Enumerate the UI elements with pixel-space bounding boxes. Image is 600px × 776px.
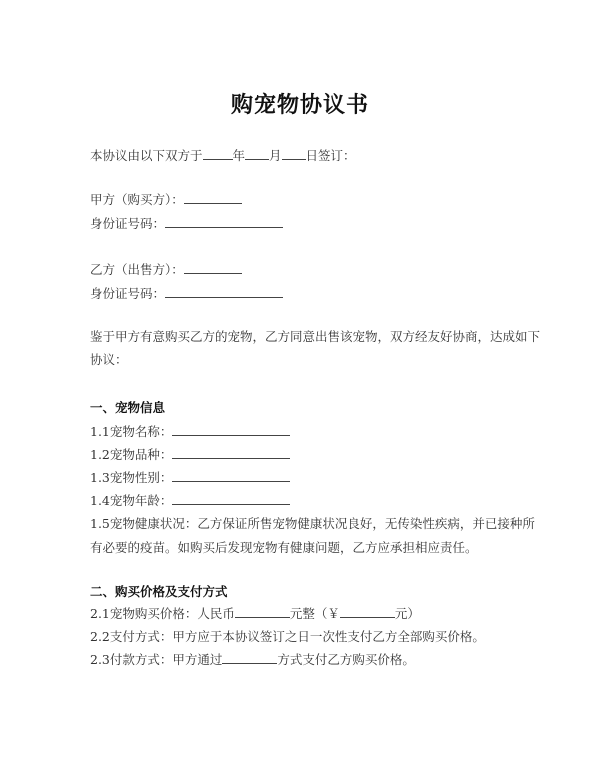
party-a-id-line: [90, 216, 283, 232]
intro-prefix: 本协议由以下双方于: [90, 148, 203, 163]
price-number-blank[interactable]: [340, 606, 395, 618]
preamble-line-1: 鉴于甲方有意购买乙方的宠物，乙方同意出售该宠物，双方经友好协商，达成如下: [90, 329, 541, 344]
preamble-line-2: 协议：: [90, 352, 128, 367]
pet-gender-line: [90, 470, 290, 486]
price-mid: 元整（￥: [289, 606, 340, 621]
pet-age-label: 1.4宠物年龄：: [90, 493, 173, 508]
pet-name-line: [90, 424, 290, 440]
pet-name-blank[interactable]: [172, 424, 290, 436]
party-b-label: 乙方（出售方）：: [90, 262, 184, 277]
payment-way-line: [90, 652, 415, 668]
party-b-line: [90, 262, 242, 278]
section-2-heading: 二、购买价格及支付方式: [90, 584, 228, 599]
day-blank[interactable]: [282, 148, 306, 160]
pet-name-label: 1.1宠物名称：: [90, 424, 173, 439]
section-1-heading: 一、宠物信息: [90, 400, 166, 415]
year-blank[interactable]: [203, 148, 233, 160]
intro-year: 年: [232, 148, 246, 163]
party-b-id-blank[interactable]: [165, 286, 283, 298]
pet-age-line: [90, 493, 290, 509]
payment-suffix: 方式支付乙方购买价格。: [277, 652, 415, 667]
party-b-name-blank[interactable]: [184, 262, 242, 274]
pet-breed-line: [90, 447, 290, 463]
payment-way-blank[interactable]: [222, 652, 277, 664]
intro-suffix: 日签订：: [305, 148, 356, 163]
party-a-label: 甲方（购买方）：: [90, 192, 184, 207]
party-b-id-label: 身份证号码：: [90, 286, 166, 301]
party-a-id-label: 身份证号码：: [90, 216, 166, 231]
price-prefix: 2.1宠物购买价格：人民币: [90, 606, 235, 621]
payment-method-line: 2.2支付方式：甲方应于本协议签订之日一次性支付乙方全部购买价格。: [90, 629, 485, 644]
party-a-id-blank[interactable]: [165, 216, 283, 228]
month-blank[interactable]: [245, 148, 269, 160]
intro-month: 月: [269, 148, 282, 163]
health-line-1: 1.5宠物健康状况：乙方保证所售宠物健康状况良好，无传染性疾病，并已接种所: [90, 516, 535, 531]
party-b-id-line: [90, 286, 283, 302]
price-words-blank[interactable]: [235, 606, 290, 618]
price-line: [90, 606, 420, 622]
pet-age-blank[interactable]: [172, 493, 290, 505]
price-suffix: 元）: [394, 606, 420, 621]
document-title: 购宠物协议书: [230, 92, 369, 118]
party-a-line: [90, 192, 242, 208]
pet-gender-label: 1.3宠物性别：: [90, 470, 173, 485]
pet-gender-blank[interactable]: [172, 470, 290, 482]
pet-breed-blank[interactable]: [172, 447, 290, 459]
pet-breed-label: 1.2宠物品种：: [90, 447, 173, 462]
health-line-2: 有必要的疫苗。如购买后发现宠物有健康问题，乙方应承担相应责任。: [90, 540, 478, 555]
intro-line: [90, 148, 356, 164]
payment-prefix: 2.3付款方式：甲方通过: [90, 652, 223, 667]
party-a-name-blank[interactable]: [184, 192, 242, 204]
